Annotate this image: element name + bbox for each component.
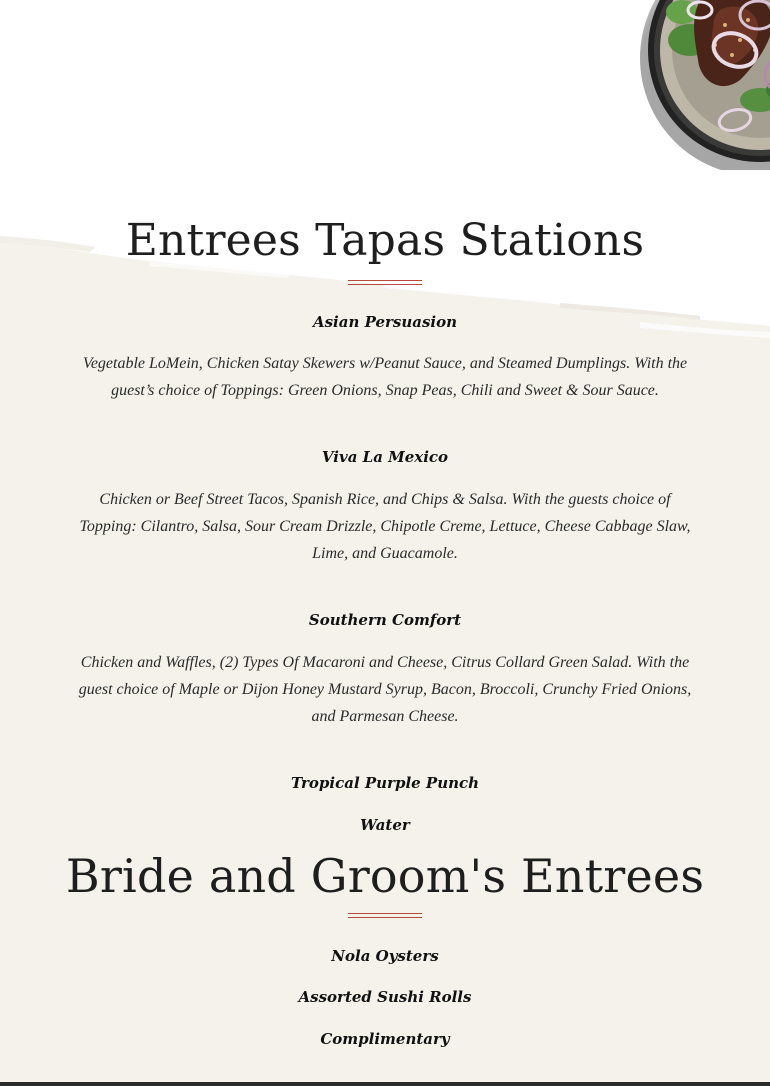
menu-item-title: Tropical Purple Punch [290, 774, 480, 792]
heading-divider [348, 280, 422, 285]
menu-item-title: Complimentary [320, 1030, 450, 1048]
menu-item-title: Asian Persuasion [312, 313, 458, 331]
menu-item-title: Southern Comfort [308, 611, 462, 629]
menu-item-description: Vegetable LoMein, Chicken Satay Skewers w/Peanut Sauce, and Steamed Dumplings. With the guest’s choice of Toppings: Green Onions, Snap Peas, Chili and Sweet & Sour Sauce. [82, 355, 688, 399]
heading-divider [348, 913, 422, 918]
menu-item-title: Water [360, 816, 410, 834]
menu-item-title: Nola Oysters [331, 947, 439, 965]
menu-item-title: Viva La Mexico [321, 448, 449, 466]
section-heading-bride-and-grooms-entrees: Bride and Groom's Entrees [65, 849, 705, 903]
menu-item-description: Chicken or Beef Street Tacos, Spanish Rice, and Chips & Salsa. With the guests choice of Topping: Cilantro, Salsa, Sour Cream Drizzle, Chipotle Creme, Lettuce, Cheese Cabbage Slaw, Lime, and Guacamole. [79, 491, 691, 562]
section-heading-entrees-tapas-stations: Entrees Tapas Stations [125, 215, 645, 266]
menu-item-description: Chicken and Waffles, (2) Types Of Macaroni and Cheese, Citrus Collard Green Salad. With the guest choice of Maple or Dijon Honey Mustard Syrup, Bacon, Broccoli, Crunchy Fried Onions, and Parmesan Cheese. [78, 654, 692, 725]
menu-item-title: Assorted Sushi Rolls [298, 988, 472, 1006]
